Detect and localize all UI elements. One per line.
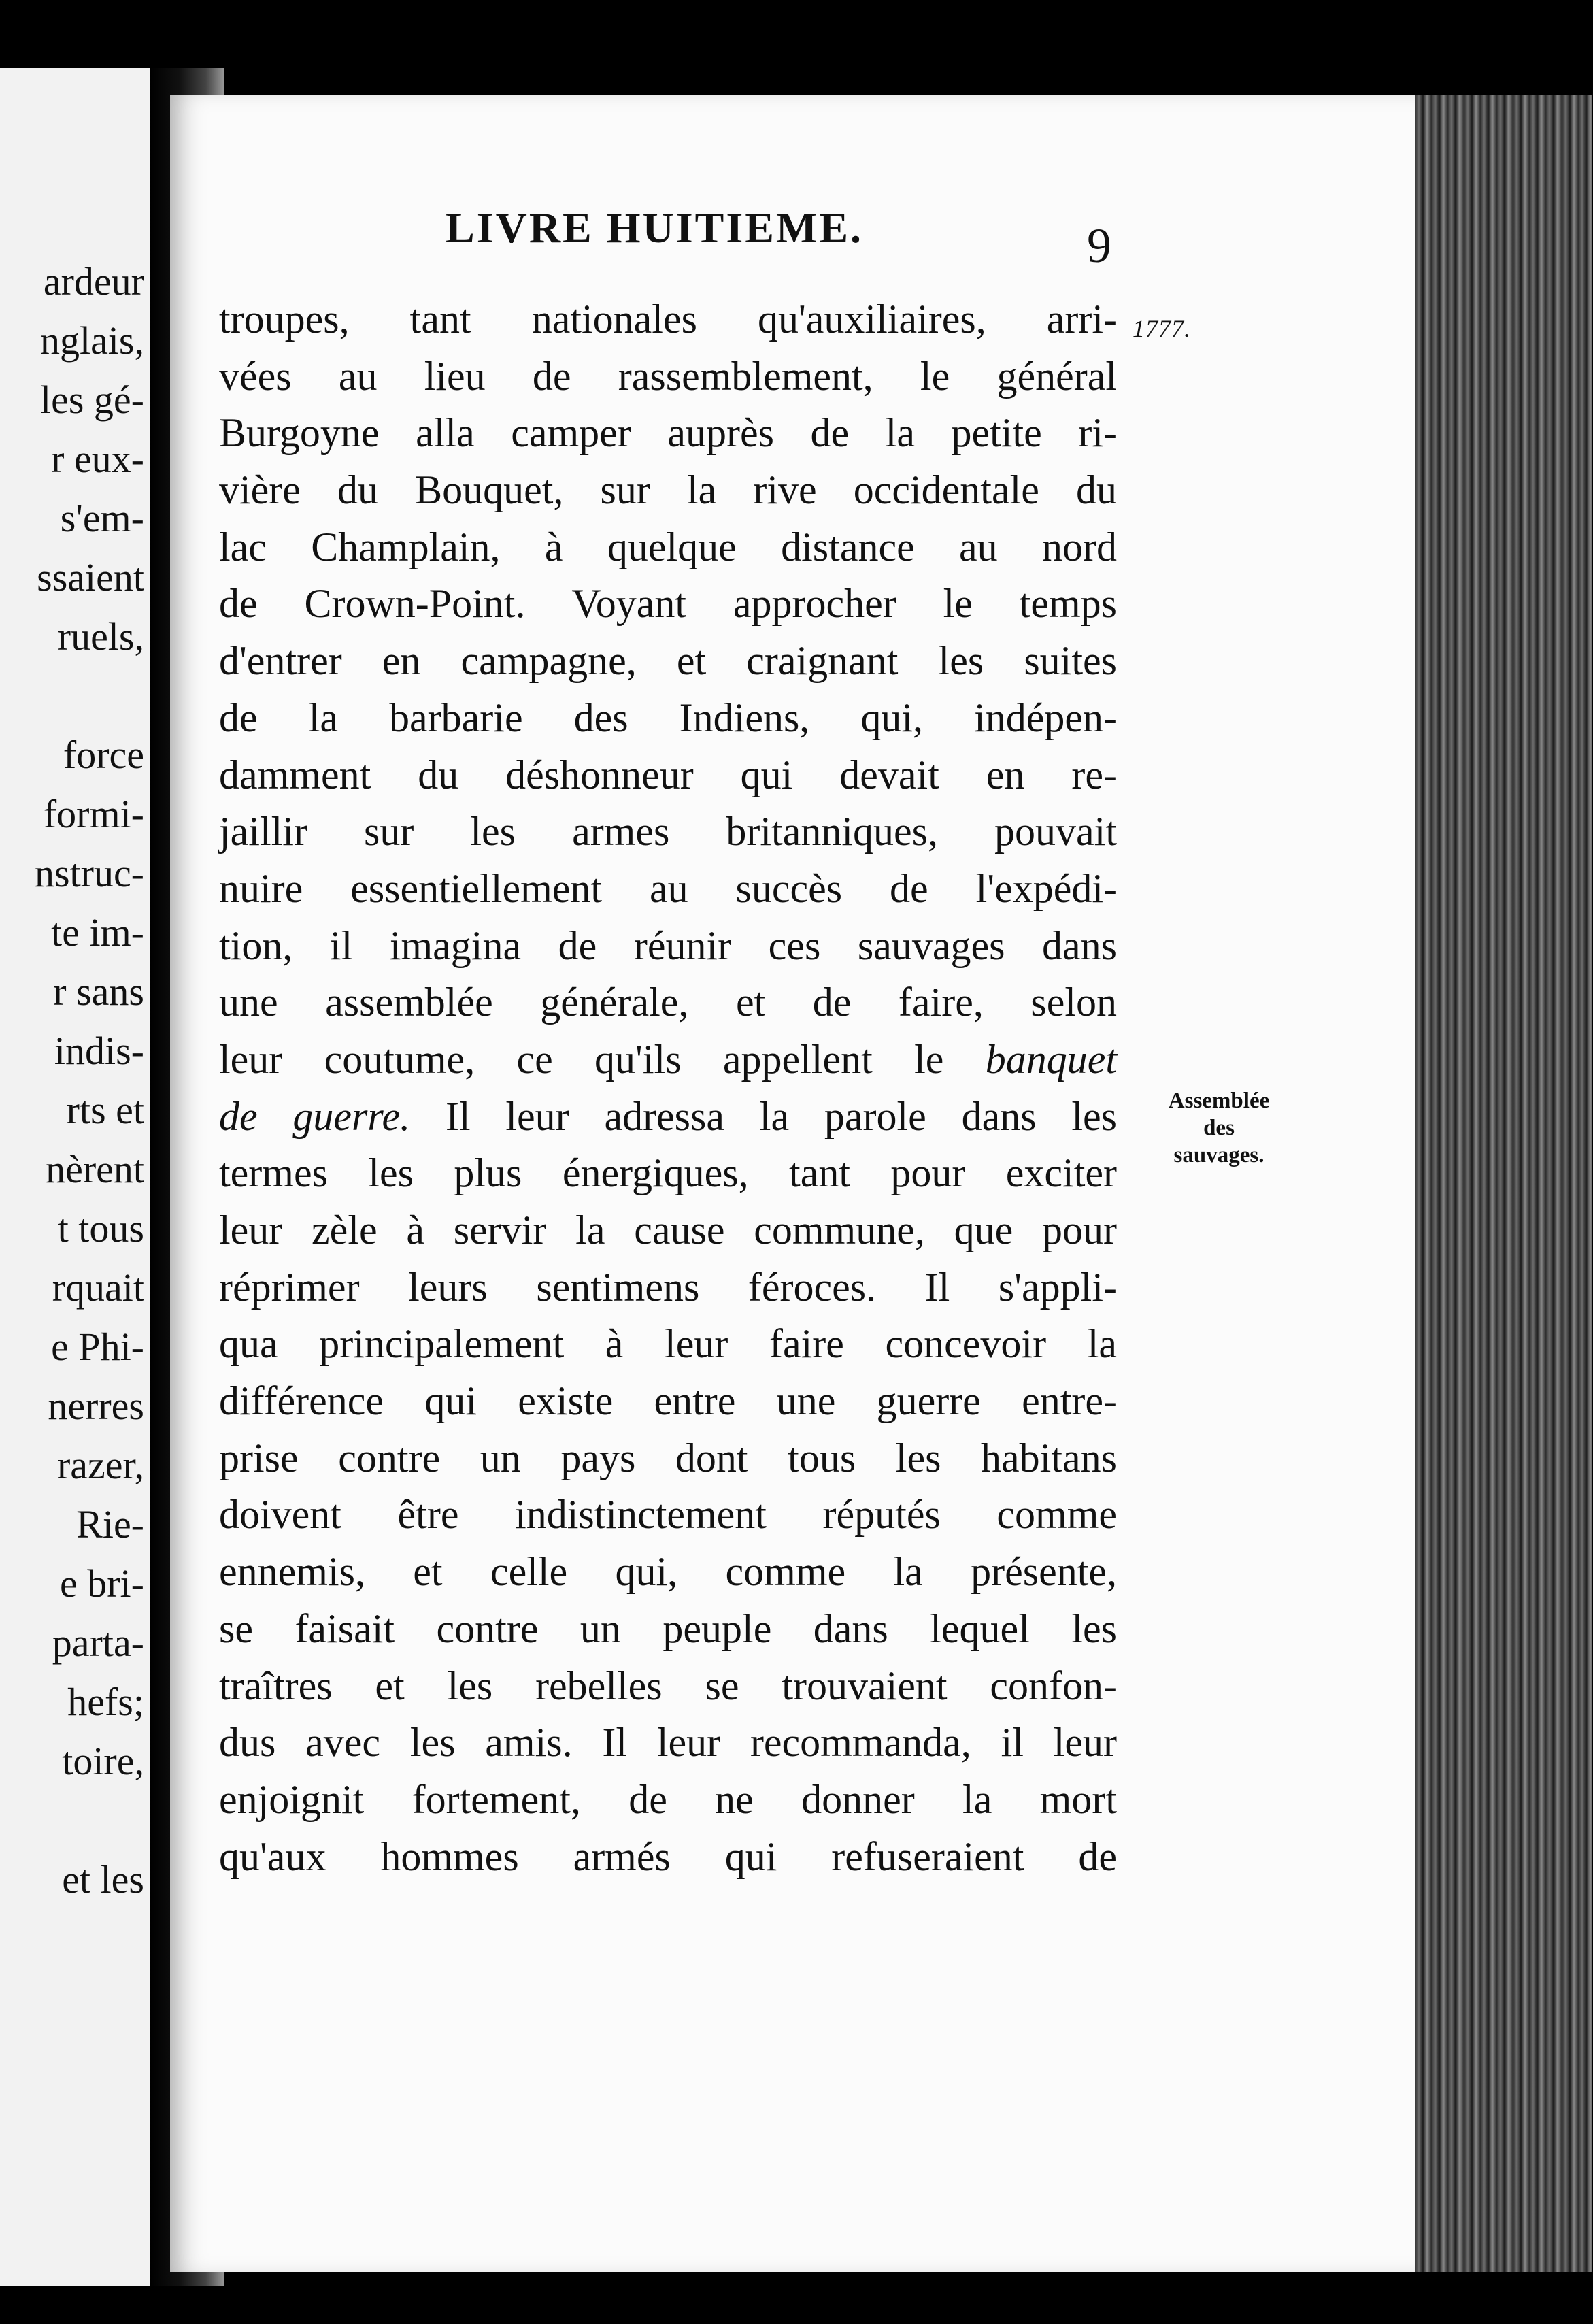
text-line: d'entrer en campagne, et craignant les suites [219, 638, 1117, 684]
italic-phrase: banquet [985, 1036, 1117, 1082]
text-line-rest: Il leur adressa la parole dans les [410, 1093, 1117, 1139]
previous-page-line: les gé- [40, 378, 144, 422]
text-line: traîtres et les rebelles se trouvaient confon- [219, 1663, 1117, 1708]
text-line: Burgoyne alla camper auprès de la petite ri- [219, 410, 1117, 456]
previous-page-line: parta- [52, 1621, 144, 1665]
previous-page-text [0, 252, 144, 1909]
margin-note-line: des [1203, 1116, 1235, 1140]
previous-page-line: t tous [57, 1206, 144, 1250]
text-line: tion, il imagina de réunir ces sauvages dans [219, 923, 1117, 968]
previous-page-line: hefs; [67, 1680, 144, 1724]
text-line: qua principalement à leur faire concevoir la [219, 1321, 1117, 1367]
previous-page-line: te im- [51, 910, 144, 954]
text-line: jaillir sur les armes britanniques, pouvait [219, 809, 1117, 854]
previous-page-line: rquait [52, 1265, 144, 1310]
text-line: ennemis, et celle qui, comme la présente, [219, 1549, 1117, 1595]
previous-page [0, 68, 150, 2286]
previous-page-line [0, 666, 144, 725]
previous-page-line: nèrent [46, 1147, 144, 1191]
text-line: damment du déshonneur qui devait en re- [219, 752, 1117, 797]
running-head: LIVRE HUITIEME. [446, 203, 863, 252]
text-line [219, 1031, 1117, 1089]
text-line: différence qui existe entre une guerre entre- [219, 1378, 1117, 1424]
previous-page-line: e bri- [60, 1561, 144, 1606]
previous-page-line: r eux- [51, 437, 144, 481]
text-line: leur zèle à servir la cause commune, que pour [219, 1208, 1117, 1252]
page-block-edges [1415, 95, 1592, 2272]
text-line: se faisait contre un peuple dans lequel les [219, 1606, 1117, 1651]
text-line: vière du Bouquet, sur la rive occidentale du [219, 467, 1117, 513]
text-line: nuire essentiellement au succès de l'expédi- [219, 865, 1117, 911]
text-line [219, 1089, 1117, 1146]
text-line: réprimer leurs sentimens féroces. Il s'appli- [219, 1264, 1117, 1310]
text-line: prise contre un pays dont tous les habitans [219, 1435, 1117, 1480]
margin-year: 1777. [1133, 315, 1191, 342]
text-line: enjoignit fortement, de ne donner la mort [219, 1776, 1117, 1822]
previous-page-line: Rie- [76, 1502, 144, 1546]
text-line: troupes, tant nationales qu'auxiliaires, arri- [219, 297, 1117, 342]
text-line: qu'aux hommes armés qui refuseraient de [219, 1833, 1117, 1879]
text-line: termes les plus énergiques, tant pour exciter [219, 1150, 1117, 1196]
margin-note [1144, 1087, 1294, 1169]
previous-page-line [0, 1791, 144, 1850]
previous-page-line: ruels, [57, 614, 144, 659]
previous-page-line: nerres [48, 1384, 144, 1428]
text-line: de Crown-Point. Voyant approcher le temps [219, 581, 1117, 627]
text-line: vées au lieu de rassemblement, le général [219, 353, 1117, 399]
text-line: de la barbarie des Indiens, qui, indépen- [219, 695, 1117, 740]
text-line: dus avec les amis. Il leur recommanda, il leur [219, 1720, 1117, 1765]
text-line: doivent être indistinctement réputés comme [219, 1492, 1117, 1538]
text-line: lac Champlain, à quelque distance au nord [219, 524, 1117, 569]
previous-page-line: et les [62, 1857, 144, 1902]
previous-page-line: ssaient [37, 555, 144, 599]
margin-note-line: sauvages. [1173, 1143, 1264, 1167]
previous-page-line: razer, [56, 1443, 144, 1487]
previous-page-line: rts et [66, 1088, 144, 1132]
previous-page-line: force [63, 733, 144, 777]
previous-page-line: r sans [53, 969, 144, 1014]
text-line: une assemblée générale, et de faire, selon [219, 980, 1117, 1025]
previous-page-line: ardeur [43, 259, 144, 303]
margin-note-line: Assemblée [1168, 1089, 1270, 1113]
previous-page-line: toire, [62, 1739, 144, 1783]
body-text [219, 291, 1117, 1885]
text-line-start: leur coutume, ce qu'ils appellent le [219, 1036, 944, 1082]
previous-page-line: nstruc- [34, 851, 144, 895]
previous-page-line: nglais, [39, 318, 144, 363]
previous-page-line: formi- [43, 792, 144, 836]
previous-page-line: e Phi- [51, 1325, 144, 1369]
previous-page-line: s'em- [60, 496, 144, 540]
italic-phrase: de guerre. [219, 1093, 411, 1139]
previous-page-line: indis- [54, 1029, 144, 1073]
page-number: 9 [1087, 218, 1111, 273]
